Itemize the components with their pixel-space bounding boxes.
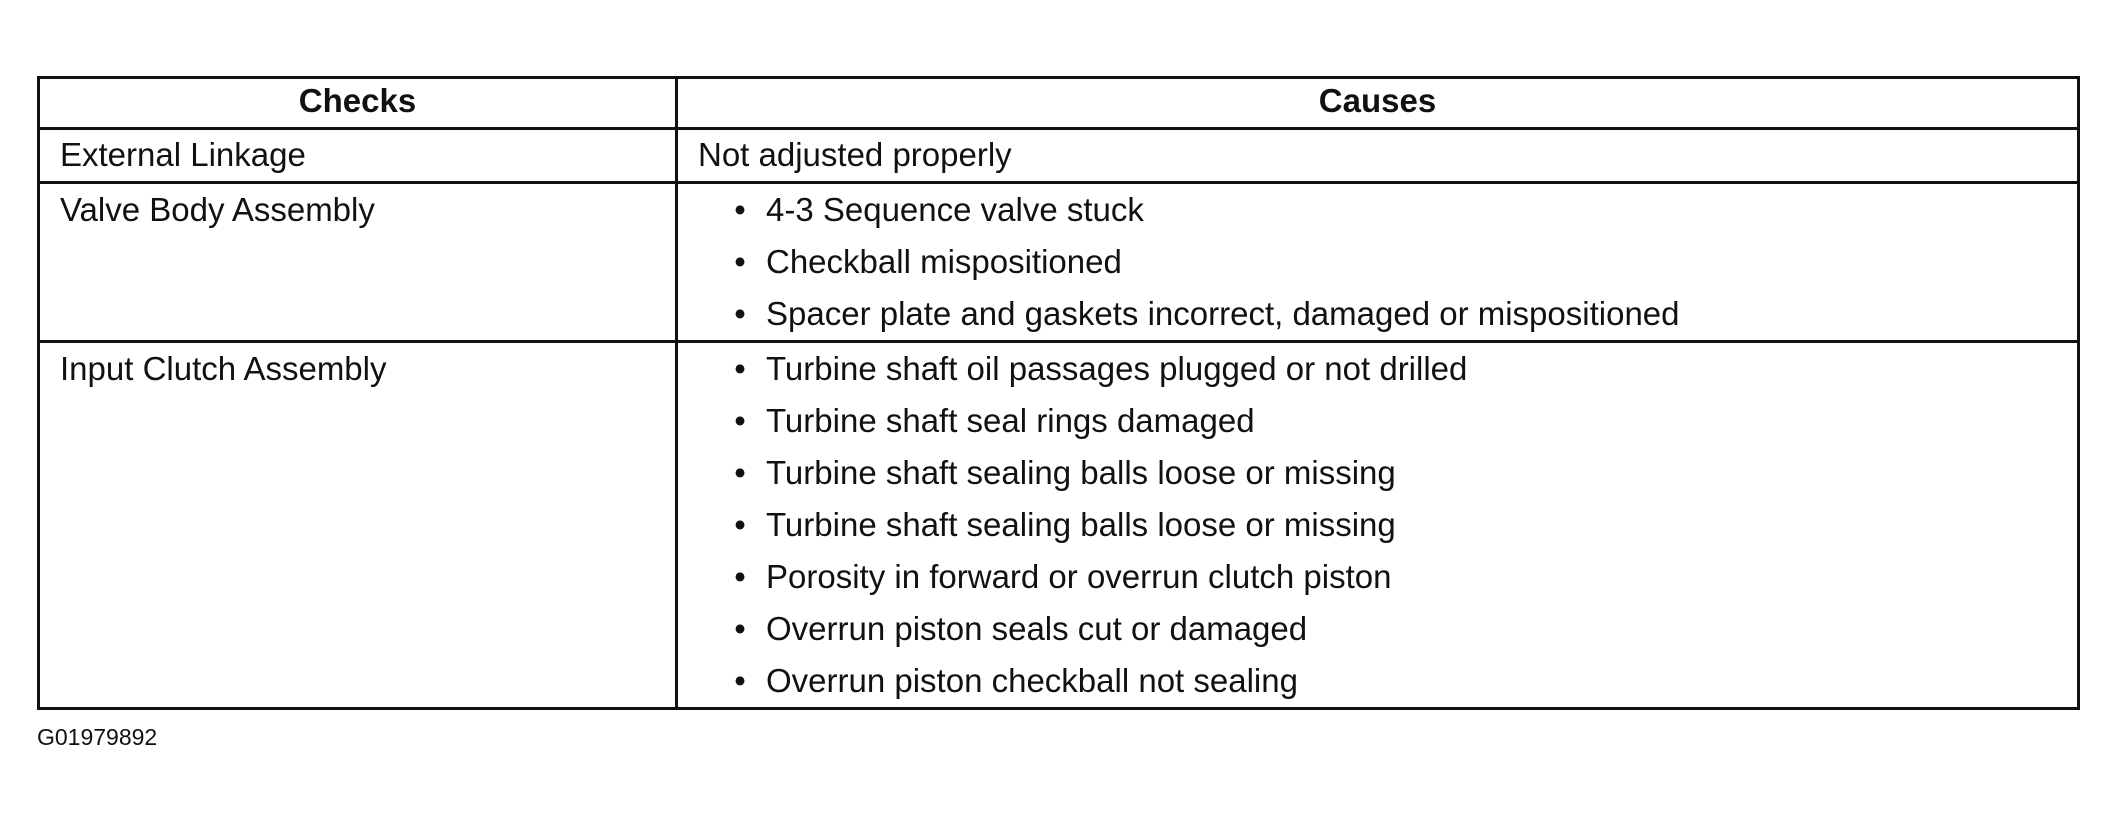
cause-text: Overrun piston seals cut or damaged xyxy=(766,610,1308,647)
header-causes: Causes xyxy=(677,78,2079,129)
bullet-icon: • xyxy=(734,558,746,595)
bullet-icon: • xyxy=(734,454,746,491)
cause-text: Turbine shaft oil passages plugged or not drilled xyxy=(766,350,1468,387)
bullet-icon: • xyxy=(734,610,746,647)
cause-item xyxy=(730,551,2077,603)
table-row xyxy=(39,183,2079,342)
cause-cell xyxy=(677,183,2079,342)
bullet-icon: • xyxy=(734,662,746,699)
cause-item xyxy=(730,288,2077,340)
causes-list xyxy=(698,184,2077,340)
table-row xyxy=(39,342,2079,709)
bullet-icon: • xyxy=(734,295,746,332)
cause-text: Turbine shaft seal rings damaged xyxy=(766,402,1255,439)
figure-id: G01979892 xyxy=(37,724,158,750)
cause-cell: Not adjusted properly xyxy=(677,129,2079,183)
header-checks: Checks xyxy=(39,78,677,129)
cause-cell xyxy=(677,342,2079,709)
check-cell: Input Clutch Assembly xyxy=(39,342,677,709)
cause-text: Porosity in forward or overrun clutch piston xyxy=(766,558,1392,595)
bullet-icon: • xyxy=(734,506,746,543)
table-row xyxy=(39,129,2079,183)
cause-text: Checkball mispositioned xyxy=(766,243,1122,280)
cause-text: Turbine shaft sealing balls loose or missing xyxy=(766,454,1396,491)
cause-item xyxy=(730,184,2077,236)
cause-text: 4-3 Sequence valve stuck xyxy=(766,191,1144,228)
causes-list xyxy=(698,343,2077,707)
cause-item xyxy=(730,603,2077,655)
cause-item xyxy=(730,655,2077,707)
cause-item xyxy=(730,395,2077,447)
table-header-row xyxy=(39,78,2079,129)
check-cell: External Linkage xyxy=(39,129,677,183)
cause-text: Spacer plate and gaskets incorrect, damaged or mispositioned xyxy=(766,295,1680,332)
cause-item xyxy=(730,236,2077,288)
cause-text: Overrun piston checkball not sealing xyxy=(766,662,1298,699)
bullet-icon: • xyxy=(734,191,746,228)
checks-causes-table xyxy=(37,76,2080,710)
check-cell: Valve Body Assembly xyxy=(39,183,677,342)
bullet-icon: • xyxy=(734,243,746,280)
bullet-icon: • xyxy=(734,402,746,439)
cause-item xyxy=(730,343,2077,395)
bullet-icon: • xyxy=(734,350,746,387)
cause-item xyxy=(730,499,2077,551)
cause-text: Turbine shaft sealing balls loose or missing xyxy=(766,506,1396,543)
cause-item xyxy=(730,447,2077,499)
